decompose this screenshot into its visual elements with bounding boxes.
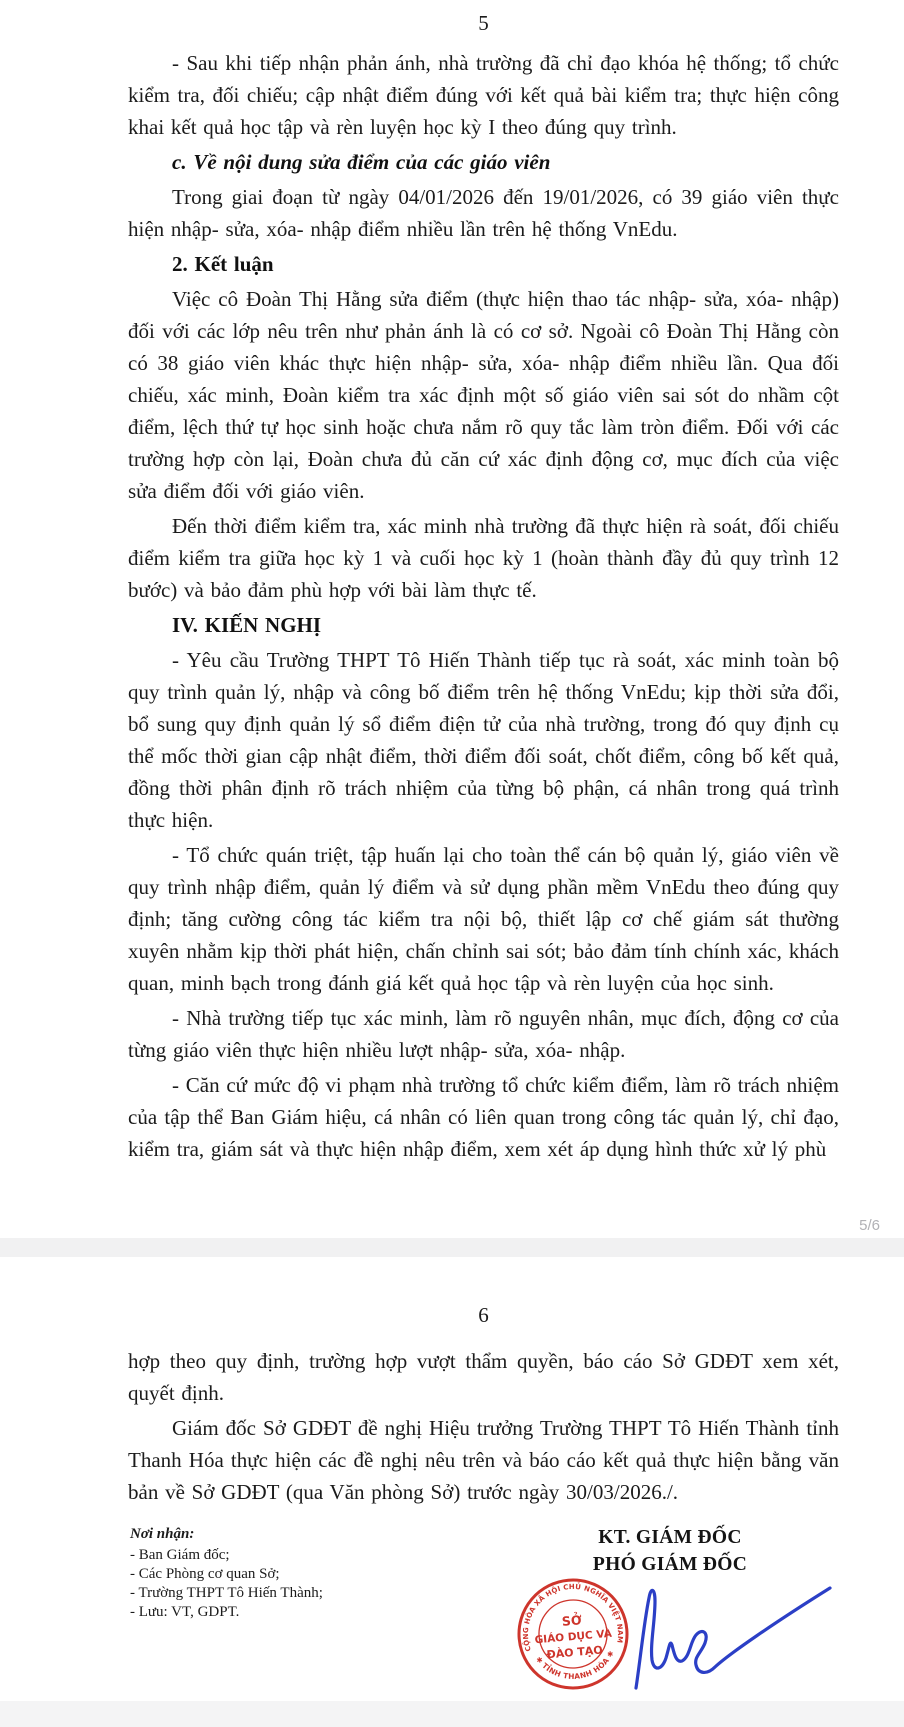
recipient-item: - Lưu: VT, GDPT. bbox=[130, 1604, 240, 1620]
paragraph: - Tổ chức quán triệt, tập huấn lại cho toàn thể cán bộ quản lý, giáo viên về quy trình nhập điểm, quản lý điểm và sử dụng phần mềm VnEdu theo đúng quy định; tăng cường công tác kiểm tra nội bộ, thiết lập cơ chế giám sát thường xuyên nhằm kịp thời phát hiện, chấn chỉnh sai sót; bảo đảm tính chính xác, khách quan, minh bạch trong đánh giá kết quả học tập và rèn luyện của học sinh. bbox=[128, 843, 839, 995]
page-indicator-badge: 5/6 bbox=[859, 1217, 880, 1234]
section-heading: 2. Kết luận bbox=[172, 252, 274, 276]
paragraph: hợp theo quy định, trường hợp vượt thẩm quyền, báo cáo Sở GDĐT xem xét, quyết định. bbox=[128, 1349, 839, 1405]
bottom-separator-band bbox=[0, 1701, 904, 1727]
paragraph: Đến thời điểm kiểm tra, xác minh nhà trường đã thực hiện rà soát, đối chiếu điểm kiểm tra giữa học kỳ 1 và cuối học kỳ 1 (hoàn thành đầy đủ quy trình 12 bước) và bảo đảm phù hợp với bài làm thực tế. bbox=[128, 514, 839, 602]
recipient-item: - Ban Giám đốc; bbox=[130, 1547, 230, 1563]
recipient-item: - Các Phòng cơ quan Sở; bbox=[130, 1566, 280, 1582]
recipients-label: Nơi nhận: bbox=[130, 1526, 195, 1542]
section-heading: IV. KIẾN NGHỊ bbox=[172, 613, 322, 637]
section-heading: c. Về nội dung sửa điểm của các giáo viên bbox=[172, 150, 551, 174]
page-5-body bbox=[128, 47, 839, 1168]
stamp-center-line1: SỞ bbox=[561, 1612, 583, 1629]
stamp-center-line3: ĐÀO TẠO bbox=[546, 1643, 604, 1662]
recipients-block bbox=[130, 1525, 323, 1622]
paragraph: - Căn cứ mức độ vi phạm nhà trường tổ chức kiểm điểm, làm rõ trách nhiệm của tập thể Ban Giám hiệu, cá nhân có liên quan trong công tác quản lý, chỉ đạo, kiểm tra, giám sát và thực hiện nhập điểm, xem xét áp dụng hình thức xử lý phù bbox=[128, 1073, 839, 1161]
signer-role-line1: KT. GIÁM ĐỐC bbox=[598, 1527, 742, 1548]
page-6-number: 6 bbox=[478, 1303, 489, 1327]
paragraph: - Sau khi tiếp nhận phản ánh, nhà trường đã chỉ đạo khóa hệ thống; tổ chức kiểm tra, đối chiếu; cập nhật điểm đúng với kết quả bài kiểm tra; thực hiện công khai kết quả học tập và rèn luyện học kỳ I theo đúng quy trình. bbox=[128, 51, 839, 139]
page-6-body bbox=[128, 1345, 839, 1511]
paragraph: Việc cô Đoàn Thị Hằng sửa điểm (thực hiện thao tác nhập- sửa, xóa- nhập) đối với các lớp nêu trên như phản ánh là có cơ sở. Ngoài cô Đoàn Thị Hằng còn có 38 giáo viên khác thực hiện nhập- sửa, xóa- nhập điểm nhiều lần. Qua đối chiếu, xác minh, Đoàn kiểm tra xác định một số giáo viên sai sót do nhầm cột điểm, lệch thứ tự học sinh hoặc chưa nắm rõ quy tắc làm tròn điểm. Đối với các trường hợp còn lại, Đoàn chưa đủ căn cứ xác định động cơ, mục đích của việc sửa điểm đối với giáo viên. bbox=[128, 287, 839, 503]
stamp-center-line2: GIÁO DỤC VÀ bbox=[534, 1627, 613, 1647]
signature-stroke bbox=[636, 1588, 830, 1688]
handwritten-signature bbox=[592, 1566, 842, 1698]
signer-role-line2: PHÓ GIÁM ĐỐC bbox=[592, 1554, 748, 1575]
stamp-ring-top-text: CỘNG HÒA XÃ HỘI CHỦ NGHĨA VIỆT NAM bbox=[521, 1582, 625, 1653]
recipient-item: - Trường THPT Tô Hiến Thành; bbox=[130, 1585, 323, 1601]
paragraph: Trong giai đoạn từ ngày 04/01/2026 đến 19/01/2026, có 39 giáo viên thực hiện nhập- sửa, xóa- nhập điểm nhiều lần trên hệ thống VnEdu. bbox=[128, 185, 839, 241]
paragraph: Giám đốc Sở GDĐT đề nghị Hiệu trưởng Trường THPT Tô Hiến Thành tỉnh Thanh Hóa thực hiện các đề nghị nêu trên và báo cáo kết quả thực hiện bằng văn bản về Sở GDĐT (qua Văn phòng Sở) trước ngày 30/03/2026./. bbox=[128, 1416, 839, 1504]
paragraph: - Yêu cầu Trường THPT Tô Hiến Thành tiếp tục rà soát, xác minh toàn bộ quy trình quản lý, nhập và công bố điểm trên hệ thống VnEdu; kịp thời sửa đổi, bổ sung quy định quản lý sổ điểm điện tử của nhà trường, trong đó quy định cụ thể mốc thời gian cập nhật điểm, thời điểm đối soát, chốt điểm, công bố kết quả, đồng thời phân định rõ trách nhiệm của từng bộ phận, cá nhân trong quá trình thực hiện. bbox=[128, 648, 839, 832]
paragraph: - Nhà trường tiếp tục xác minh, làm rõ nguyên nhân, mục đích, động cơ của từng giáo viên thực hiện nhiều lượt nhập- sửa, xóa- nhập. bbox=[128, 1006, 839, 1062]
stamp-ring-bottom-text: ✱ TỈNH THANH HÓA ✱ bbox=[533, 1648, 616, 1682]
page-5-number: 5 bbox=[478, 11, 489, 35]
page-separator-band bbox=[0, 1238, 904, 1257]
